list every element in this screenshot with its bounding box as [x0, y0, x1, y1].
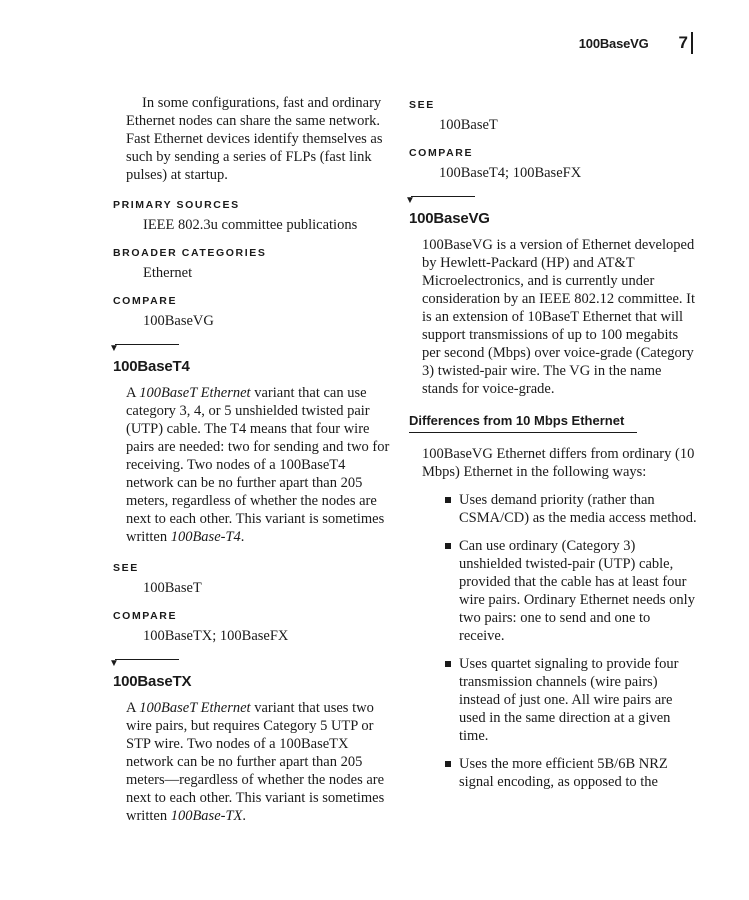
list-item: Uses the more efficient 5B/6B NRZ signal encoding, as opposed to the [409, 755, 699, 791]
right-column [405, 94, 699, 801]
bullet-square-icon [445, 497, 451, 503]
compare-label: COMPARE [409, 147, 474, 159]
intro-paragraph: In some configurations, fast and ordinary Ethernet nodes can share the same network. Fast Ethernet devices identify themselves as such by sending a series of FLPs (fast link pulses) at startup. [126, 95, 383, 183]
entry-title-100basevg: 100BaseVG [409, 210, 490, 227]
entry-marker [405, 195, 699, 208]
entry-body-100basetx: A 100BaseT Ethernet variant that uses two wire pairs, but requires Category 5 UTP or STP wire. Two nodes of a 100BaseTX network can be no further apart than 205 meters—regardless of whether the nodes are next to each other. This variant is sometimes written 100Base-TX. [126, 700, 385, 824]
entry-rule [115, 659, 179, 660]
differences-list [409, 491, 699, 791]
see-label: SEE [113, 562, 139, 574]
see-value: 100BaseT [143, 580, 202, 596]
page-number: 7 [679, 32, 693, 54]
section-heading: Differences from 10 Mbps Ethernet [409, 412, 637, 433]
entry-marker [109, 658, 395, 671]
entry-triangle-icon: ▼ [405, 195, 415, 206]
primary-sources-value: IEEE 802.3u committee publications [143, 217, 358, 233]
entry-body-100baset4: A 100BaseT Ethernet variant that can use category 3, 4, or 5 unshielded twisted pair (UTP) cable. The T4 means that four wire pairs are needed: two for sending and two for receiving. Two nodes of a 100BaseT4 network can be no further apart than 205 meters, regardless of whether the nodes are next to each other. This variant is sometimes written 100Base-T4. [126, 385, 390, 545]
entry-rule [115, 344, 179, 345]
entry-rule [411, 196, 475, 197]
entry-title-100baset4: 100BaseT4 [113, 358, 190, 375]
entry-marker [109, 343, 395, 356]
left-column [109, 94, 395, 825]
bullet-square-icon [445, 661, 451, 667]
list-item: Uses quartet signaling to provide four transmission channels (wire pairs) instead of just one. All wire pairs are used in the same direction at a given time. [409, 655, 699, 745]
list-item: Uses demand priority (rather than CSMA/CD) as the media access method. [409, 491, 699, 527]
compare-label: COMPARE [113, 295, 178, 307]
primary-sources-label: PRIMARY SOURCES [113, 199, 240, 211]
entry-title-100basetx: 100BaseTX [113, 673, 192, 690]
compare-value: 100BaseVG [143, 313, 214, 329]
entry-triangle-icon: ▼ [109, 658, 119, 669]
see-value: 100BaseT [439, 117, 498, 133]
list-item: Can use ordinary (Category 3) unshielded twisted-pair (UTP) cable, provided that the cable has at least four wire pairs. Ordinary Ethernet needs only two pairs: one to send and one to receive. [409, 537, 699, 645]
compare-label: COMPARE [113, 610, 178, 622]
entry-triangle-icon: ▼ [109, 343, 119, 354]
broader-categories-label: BROADER CATEGORIES [113, 247, 267, 259]
broader-categories-value: Ethernet [143, 265, 193, 281]
bullet-square-icon [445, 761, 451, 767]
compare-value: 100BaseT4; 100BaseFX [439, 165, 582, 181]
running-title: 100BaseVG [578, 36, 649, 51]
see-label: SEE [409, 99, 435, 111]
differences-intro: 100BaseVG Ethernet differs from ordinary (10 Mbps) Ethernet in the following ways: [422, 446, 695, 480]
entry-body-100basevg: 100BaseVG is a version of Ethernet developed by Hewlett-Packard (HP) and AT&T Microelectronics, and is currently under consideration by an IEEE 802.12 committee. It is an extension of 10BaseT Ethernet that will support transmissions of up to 100 megabits per second (Mbps) over voice-grade (Category 3) twisted-pair wire. The VG in the name stands for voice-grade. [422, 237, 696, 397]
bullet-square-icon [445, 543, 451, 549]
running-header [579, 28, 693, 54]
compare-value: 100BaseTX; 100BaseFX [143, 628, 289, 644]
